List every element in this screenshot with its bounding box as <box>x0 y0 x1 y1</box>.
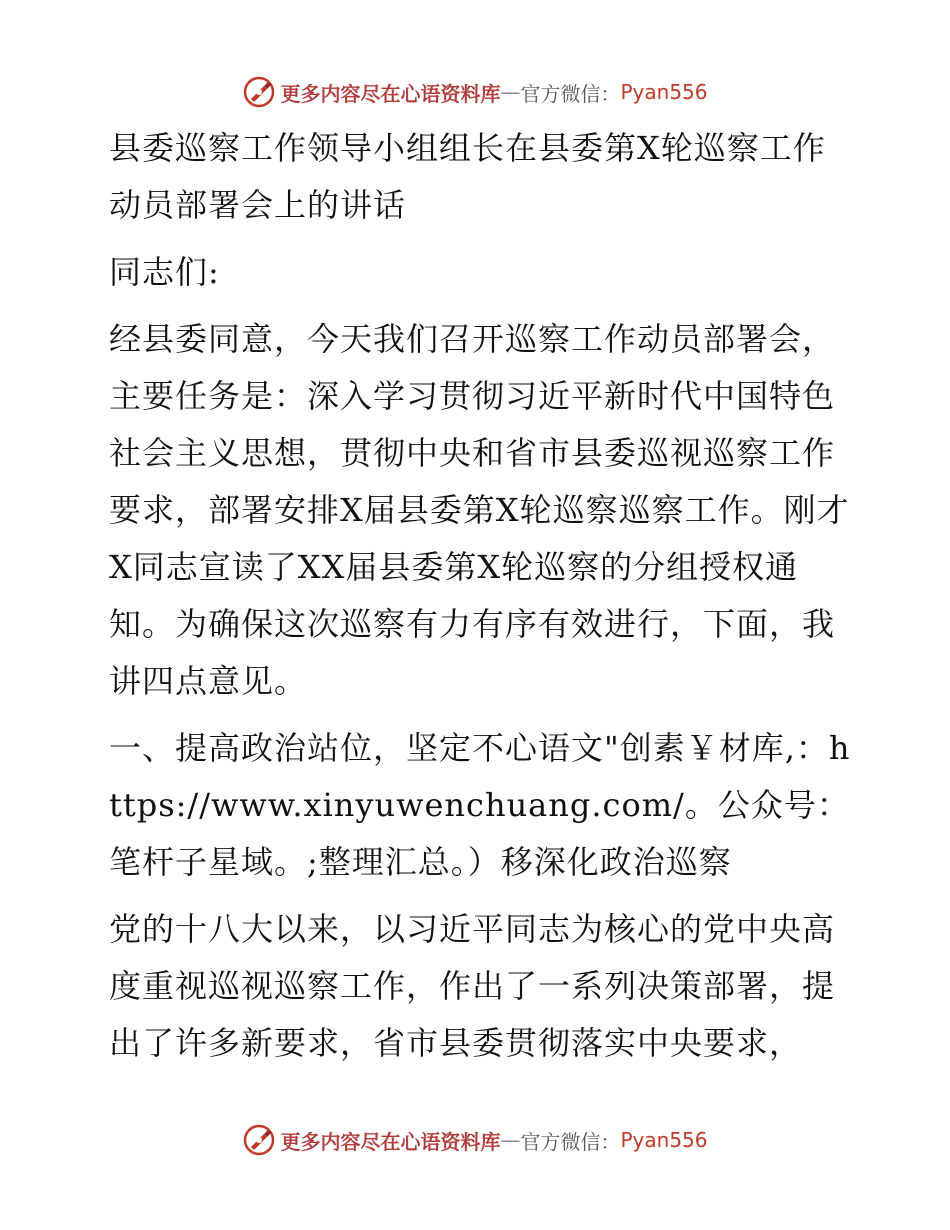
footer-banner <box>0 1120 950 1160</box>
paragraph-intro: 经县委同意，今天我们召开巡察工作动员部署会，主要任务是：深入学习贯彻习近平新时代中国特色社会主义思想，贯彻中央和省市县委巡视巡察工作要求，部署安排X届县委第X轮巡察巡察工作。刚才X同志宣读了XX届县委第X轮巡察的分组授权通知。为确保这次巡察有力有序有效进行，下面，我讲四点意见。 <box>109 320 850 700</box>
banner-site-name: 更多内容尽在心语资料库 <box>280 81 501 106</box>
banner-official-label: 官方微信： <box>520 81 621 106</box>
document-title: 县委巡察工作领导小组组长在县委第X轮巡察工作动员部署会上的讲话 <box>109 129 826 224</box>
section-heading-1: 一、提高政治站位，坚定不心语文"创素￥材库,：https://www.xinyuwenchuang.com/。公众号：笔杆子星域。;整理汇总。）移深化政治巡察 <box>109 729 851 881</box>
banner-wechat-id: Pyan556 <box>620 1128 708 1152</box>
greeting: 同志们: <box>109 253 220 291</box>
banner-wechat-id: Pyan556 <box>620 80 708 104</box>
banner-dash: — <box>500 80 521 104</box>
header-banner <box>0 72 950 112</box>
banner-official-label: 官方微信： <box>520 1129 621 1154</box>
book-pen-logo-icon <box>242 1123 276 1157</box>
document-body <box>97 120 857 1082</box>
banner-site-name: 更多内容尽在心语资料库 <box>280 1129 501 1154</box>
book-pen-logo-icon <box>242 75 276 109</box>
paragraph-section-1: 党的十八大以来，以习近平同志为核心的党中央高度重视巡视巡察工作，作出了一系列决策部署，提出了许多新要求，省市县委贯彻落实中央要求， <box>109 910 836 1062</box>
banner-dash: — <box>500 1128 521 1152</box>
